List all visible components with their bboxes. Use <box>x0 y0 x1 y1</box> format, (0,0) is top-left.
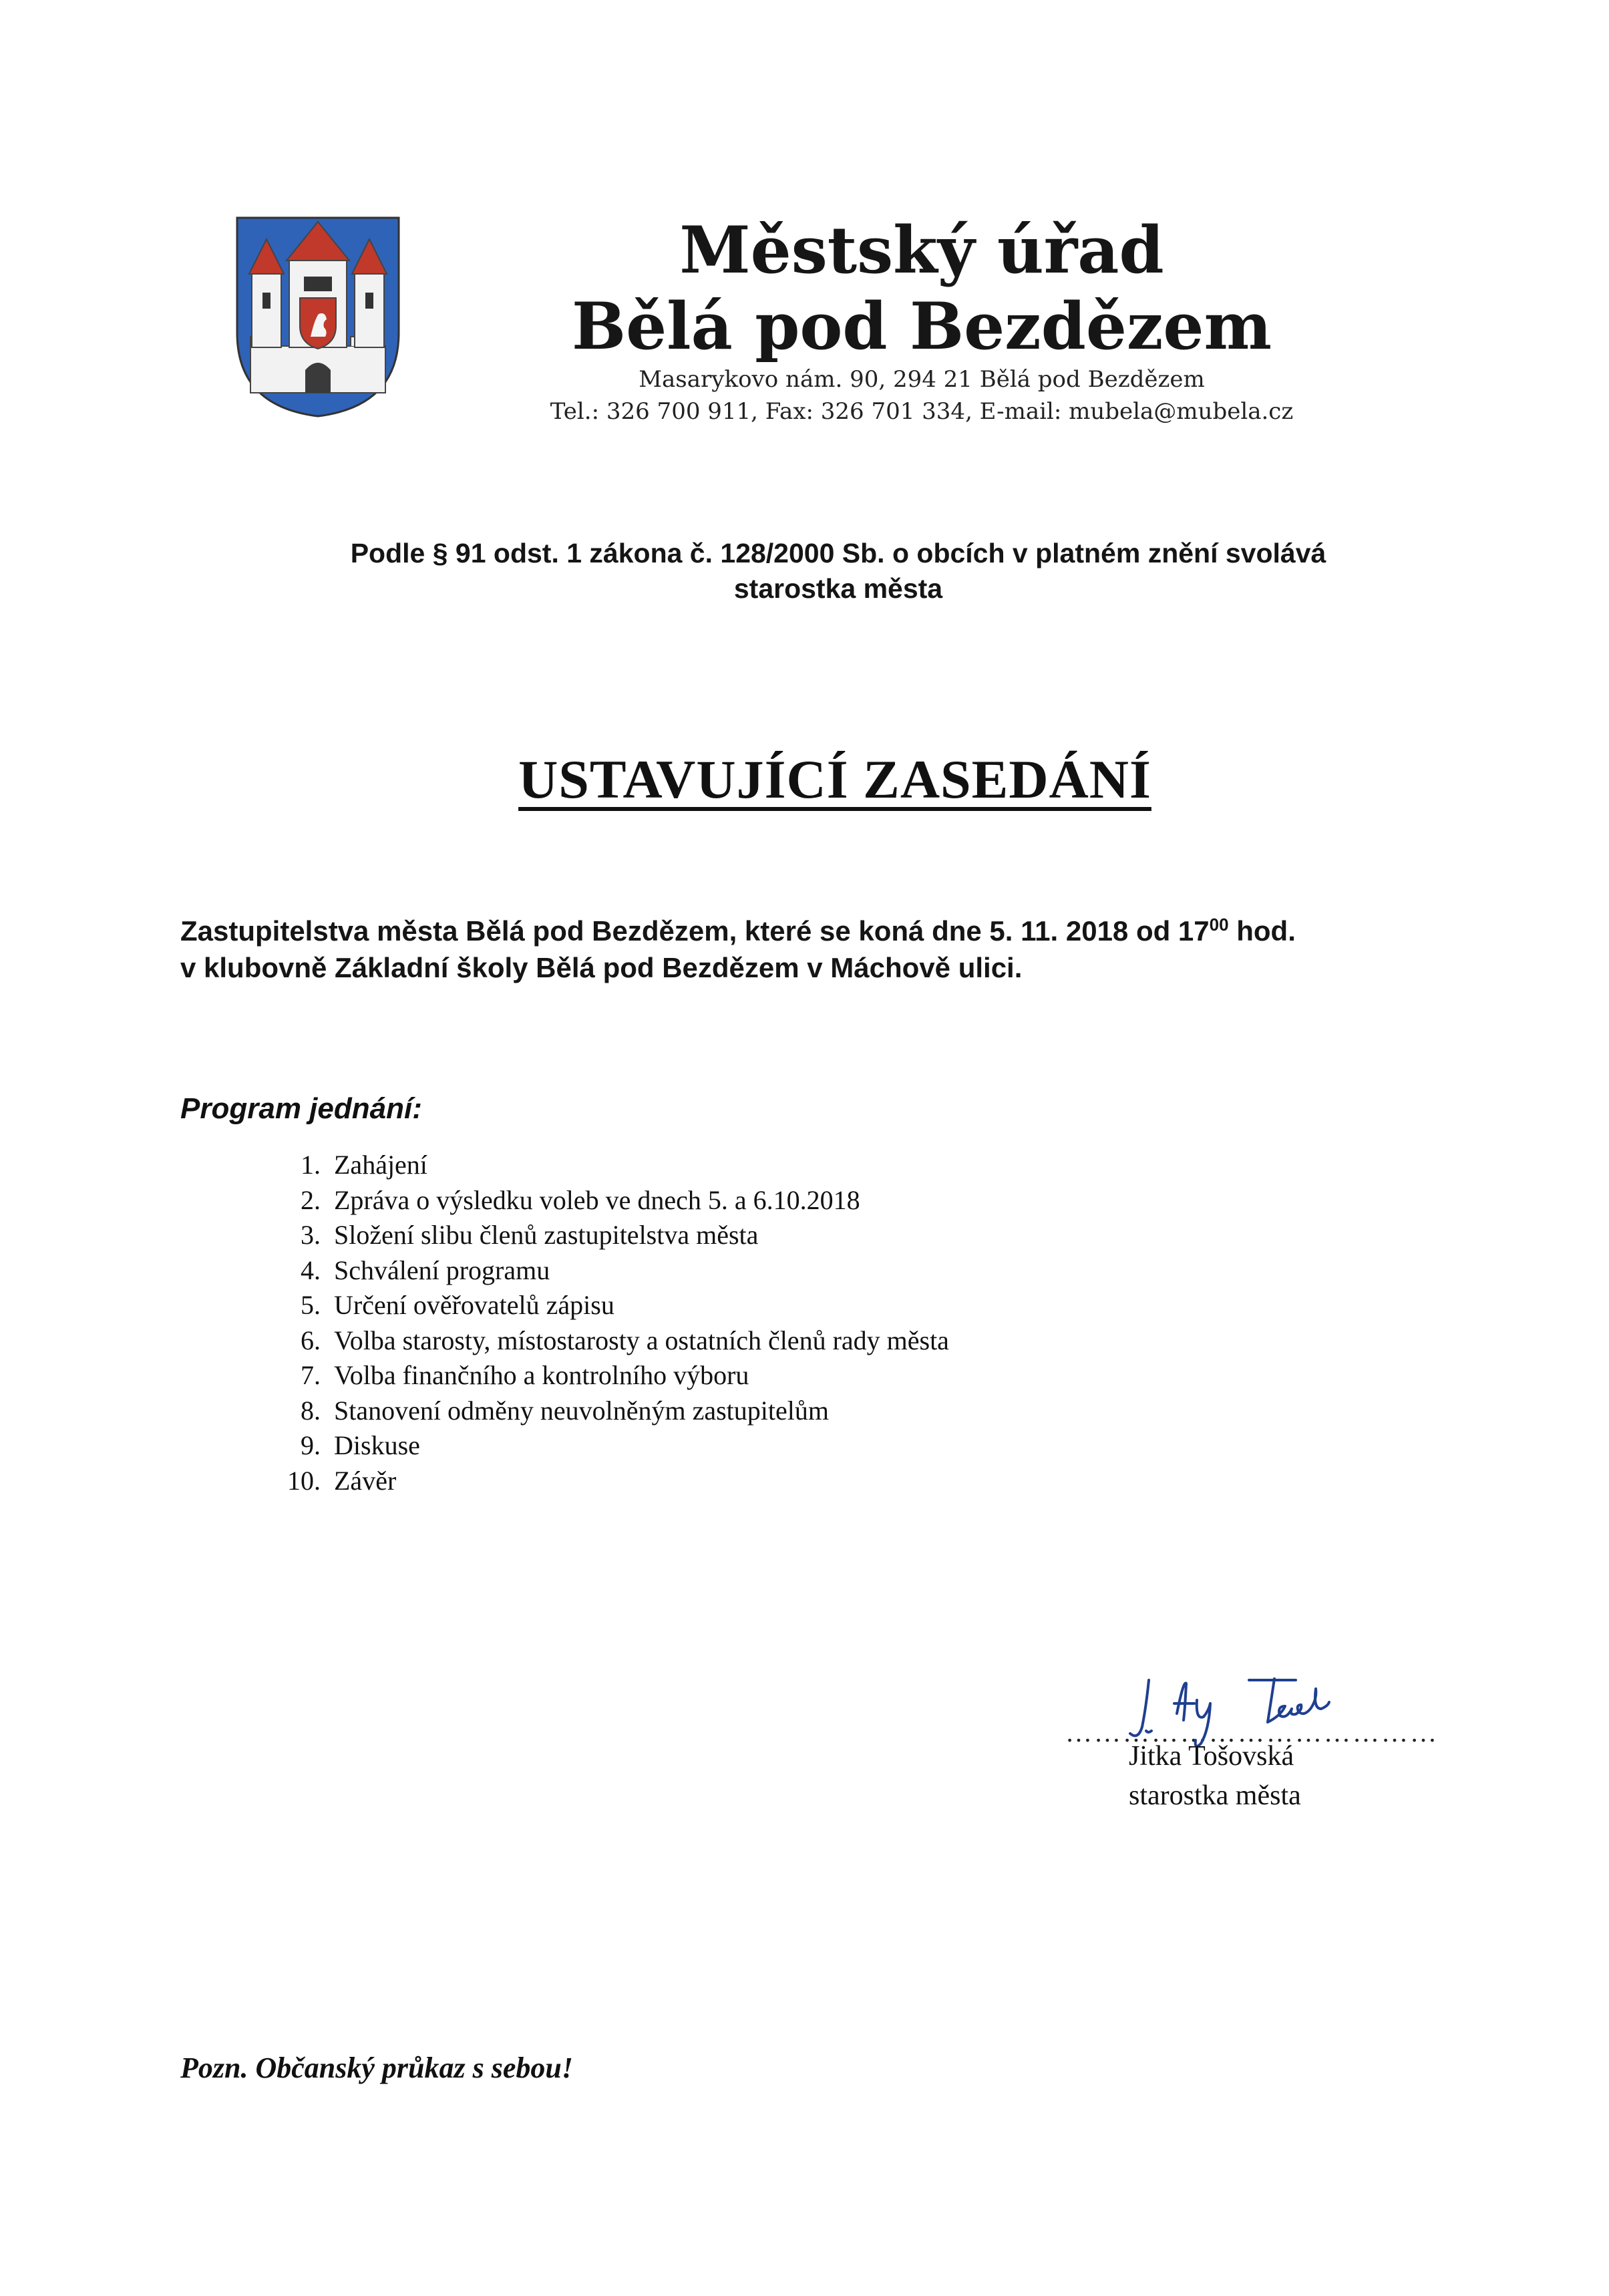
item-text: Volba starosty, místostarosty a ostatních členů rady města <box>334 1325 949 1355</box>
list-item <box>260 1288 949 1323</box>
item-number: 8. <box>301 1395 321 1426</box>
list-item <box>260 1464 949 1499</box>
document-heading: USTAVUJÍCÍ ZASEDÁNÍ <box>518 749 1151 810</box>
list-item <box>260 1218 949 1253</box>
town-name: Bělá pod Bezdězem <box>571 289 1272 364</box>
program-list <box>260 1148 949 1498</box>
office-address: Masarykovo nám. 90, 294 21 Bělá pod Bezdězem <box>639 366 1205 393</box>
meeting-time-suffix: hod. <box>1228 915 1296 947</box>
coat-of-arms-logo <box>230 212 405 420</box>
list-item <box>260 1183 949 1218</box>
item-number: 9. <box>301 1430 321 1460</box>
signature-line: ………………………………… <box>1065 1717 1439 1748</box>
item-text: Určení ověřovatelů zápisu <box>334 1290 614 1320</box>
office-contact: Tel.: 326 700 911, Fax: 326 701 334, E-mail: mubela@mubela.cz <box>550 398 1294 425</box>
legal-basis-line: Podle § 91 odst. 1 zákona č. 128/2000 Sb. o obcích v platném znění svolává <box>350 538 1326 568</box>
item-number: 4. <box>301 1255 321 1285</box>
meeting-time-minutes: 00 <box>1209 915 1229 935</box>
footnote: Pozn. Občanský průkaz s sebou! <box>180 2052 573 2084</box>
list-item <box>260 1323 949 1359</box>
item-text: Schválení programu <box>334 1255 550 1285</box>
item-number: 3. <box>301 1220 321 1250</box>
convener-line: starostka města <box>733 573 943 604</box>
item-text: Závěr <box>334 1465 397 1496</box>
item-text: Stanovení odměny neuvolněným zastupitelům <box>334 1395 829 1426</box>
item-text: Volba finančního a kontrolního výboru <box>334 1360 749 1390</box>
office-title: Městský úřad <box>679 212 1164 288</box>
item-number: 5. <box>301 1290 321 1320</box>
item-number: 2. <box>301 1184 321 1215</box>
item-text: Složení slibu členů zastupitelstva města <box>334 1220 759 1250</box>
list-item <box>260 1393 949 1429</box>
meeting-info-line1 <box>180 915 1296 947</box>
list-item <box>260 1148 949 1183</box>
item-number: 6. <box>301 1325 321 1355</box>
item-text: Diskuse <box>334 1430 420 1460</box>
item-number: 1. <box>301 1150 321 1180</box>
meeting-date-text: Zastupitelstva města Bělá pod Bezdězem, které se koná dne 5. 11. 2018 od 17 <box>180 915 1210 947</box>
program-heading: Program jednání: <box>180 1092 422 1125</box>
list-item <box>260 1428 949 1464</box>
signer-title: starostka města <box>1129 1780 1301 1811</box>
meeting-venue-line: v klubovně Základní školy Bělá pod Bezdězem v Máchově ulici. <box>180 952 1023 983</box>
item-number: 10. <box>287 1465 321 1496</box>
item-number: 7. <box>301 1360 321 1390</box>
signer-name: Jitka Tošovská <box>1129 1741 1294 1772</box>
item-text: Zpráva o výsledku voleb ve dnech 5. a 6.10.2018 <box>334 1184 860 1215</box>
list-item <box>260 1253 949 1289</box>
list-item <box>260 1358 949 1393</box>
item-text: Zahájení <box>334 1150 427 1180</box>
